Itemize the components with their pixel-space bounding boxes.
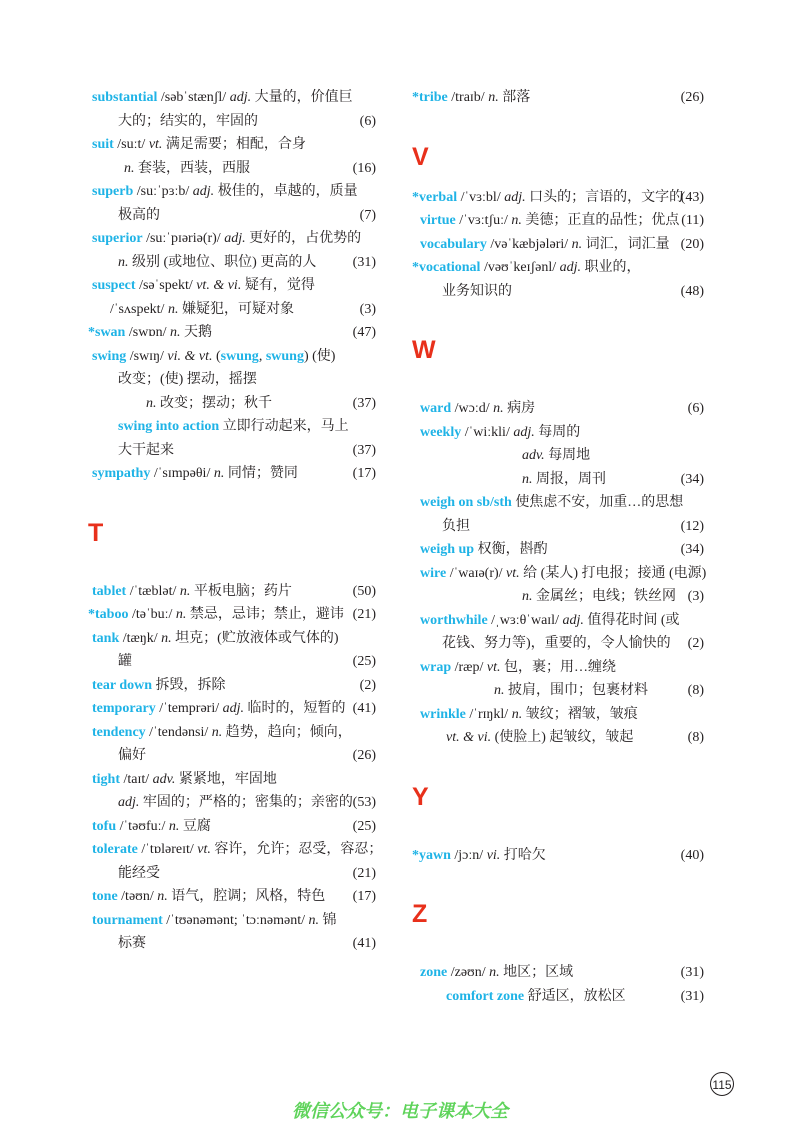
headword: superb [92,184,134,199]
part-of-speech: adj. [504,189,526,205]
phonetic: /ˈrɪŋkl/ [465,706,512,722]
unit-reference: (20) [680,236,704,252]
glossary-continuation [88,110,376,134]
glossary-entry [88,815,376,839]
unit-reference: (31) [680,965,704,980]
part-of-speech: n. [571,236,583,252]
glossary-continuation [88,392,376,416]
definition: 趋势，趋向；倾向， [222,724,352,740]
part-of-speech: adj. [559,260,582,275]
unit-reference: (41) [352,936,376,951]
glossary-continuation [88,791,376,815]
definition: 罐 [118,654,132,669]
section-letter: V [412,142,429,171]
definition: 值得花时间 (或 [583,612,680,628]
headword: weigh up [420,542,475,557]
phonetic: /ˈtendənsi/ [145,724,212,740]
spacer [412,110,704,128]
phonetic: /təʊn/ [117,889,158,904]
definition: ( [212,348,221,364]
part-of-speech: n. [118,254,129,270]
definition: 级别 (或地位、职位) 更高的人 [128,254,317,270]
glossary-entry [88,627,376,651]
phonetic: /səˈspekt/ [135,278,197,293]
definition: 舒适区，放松区 [524,988,626,1004]
headword-form: swung [220,348,259,364]
glossary-entry [88,133,376,157]
glossary-continuation [412,679,704,703]
unit-reference: (8) [687,730,704,745]
definition: 豆腐 [179,818,211,834]
definition: 语气，腔调；风格，特色 [167,889,326,904]
unit-reference: (31) [352,254,376,270]
part-of-speech: adv. [522,448,545,463]
phonetic: /təˈbuː/ [128,607,176,622]
part-of-speech: adj. [562,612,584,628]
glossary-entry [412,538,704,562]
definition: 牢固的；严格的；密集的；亲密的 [139,795,353,810]
headword: ward [420,401,452,416]
definition: 花钱、努力等)，重要的，令人愉快的 [442,636,671,651]
phonetic: /suːˈpɪəriə(r)/ [142,231,225,246]
phonetic: /ˈwaɪə(r)/ [446,565,507,581]
unit-reference: (3) [359,301,376,317]
glossary-continuation [412,985,704,1009]
phonetic: /səbˈstænʃl/ [157,90,230,105]
glossary-entry [412,703,704,727]
headword: tofu [92,818,117,834]
definition: 极佳的，卓越的，质量 [214,184,358,199]
part-of-speech: adv. [152,771,176,787]
unit-reference: (34) [680,471,704,487]
phonetic: /tæŋk/ [119,630,162,646]
headword: virtue [420,213,456,228]
glossary-entry [412,844,704,868]
phonetic: /ˈtʊənəmənt; ˈtɔːnəmənt/ [162,912,309,928]
glossary-entry [88,697,376,721]
spacer [412,867,704,885]
part-of-speech: vt. & vi. [446,730,492,745]
glossary-entry [88,227,376,251]
definition: 披肩，围巾；包裹材料 [504,683,648,698]
part-of-speech: adj. [192,184,215,199]
part-of-speech: n. [167,301,179,317]
spacer [412,826,704,844]
phonetic: /ˈvɜːtʃuː/ [455,213,512,228]
headword: *vocational [412,260,481,275]
part-of-speech: adj. [229,90,252,105]
definition: 疑有，觉得 [241,278,315,293]
glossary-continuation [88,157,376,181]
glossary-continuation [412,280,704,304]
unit-reference: (31) [680,988,704,1004]
definition: 业务知识的 [442,283,512,299]
unit-reference: (6) [359,113,376,129]
definition: 改变；(使) 摆动，摇摆 [118,372,257,387]
definition: 美德；正直的品性；优点 [521,213,680,228]
headword: tournament [92,912,163,928]
definition: 病房 [503,401,536,416]
glossary-entry [88,603,376,627]
section-letter: Y [412,782,429,811]
separator: , [258,348,266,364]
headword-form: swung [265,348,304,364]
unit-reference: (48) [680,283,704,299]
definition: 锦 [318,912,337,928]
phonetic: /ˈwiːkli/ [461,424,514,440]
part-of-speech: n. [493,401,504,416]
phonetic: /ˈtɒləreɪt/ [137,842,198,857]
definition: 坦克；(贮放液体或气体的) [171,630,339,646]
glossary-entry [412,256,704,280]
glossary-continuation [88,650,376,674]
headword: tendency [92,724,146,740]
spacer [412,303,704,321]
glossary-entry [412,961,704,985]
part-of-speech: n. [161,630,172,646]
definition: 立即行动起来，马上 [219,419,349,434]
headword: swing into action [118,419,220,434]
headword: substantial [92,90,158,105]
phonetic: /wɔːd/ [451,401,494,416]
glossary-entry [88,674,376,698]
phonetic: /vəˈkæbjələri/ [486,236,572,252]
glossary-entry [412,209,704,233]
definition: 偏好 [118,748,146,763]
definition: 皱纹；褶皱，皱痕 [522,706,638,722]
headword: tight [92,771,120,787]
definition: 平板电脑；药片 [190,583,292,599]
glossary-entry [88,909,376,933]
part-of-speech: n. [179,583,191,599]
unit-reference: (25) [352,818,376,834]
headword: vocabulary [420,236,487,252]
headword: *yawn [412,847,451,863]
part-of-speech: vi. & vt. [167,348,213,364]
headword: temporary [92,701,156,716]
unit-reference: (16) [352,160,376,176]
part-of-speech: n. [170,325,181,340]
phonetic: /ˈsɪmpəθi/ [150,466,214,481]
phonetic: /traɪb/ [447,90,489,105]
part-of-speech: n. [211,724,223,740]
part-of-speech: vi. [486,847,501,863]
headword: sympathy [92,466,151,481]
glossary-continuation [88,251,376,275]
part-of-speech: adj. [118,795,140,810]
definition: 大量的，价值巨 [251,90,353,105]
phonetic: /ˈsʌspekt/ [110,301,168,317]
glossary-entry [88,180,376,204]
headword: *swan [88,325,126,340]
definition: 地区；区域 [499,965,574,980]
part-of-speech: vt. [197,842,211,857]
definition: 每周地 [544,448,591,463]
part-of-speech: n. [522,589,533,604]
definition: 更好的，占优势的 [245,231,362,246]
definition: 职业的， [581,260,641,275]
phonetic: /taɪt/ [120,771,153,787]
unit-reference: (7) [359,207,376,223]
unit-reference: (8) [687,683,704,698]
glossary-continuation [412,585,704,609]
definition: 临时的，短暂的 [244,701,346,716]
part-of-speech: n. [124,160,135,176]
headword: *verbal [412,189,458,205]
left-column [88,86,383,956]
definition: 周报，周刊 [532,471,606,487]
headword: tone [92,889,118,904]
definition: 大干起来 [118,442,174,458]
part-of-speech: n. [157,889,168,904]
headword: weekly [420,424,462,440]
part-of-speech: vt. [148,137,163,152]
unit-reference: (2) [687,636,704,651]
phonetic: /ˈvɜːbl/ [457,189,505,205]
headword: suspect [92,278,136,293]
glossary-entry [412,656,704,680]
headword: tolerate [92,842,138,857]
glossary-continuation [88,368,376,392]
unit-reference: (41) [352,701,376,716]
unit-reference: (37) [352,442,376,458]
definition: 词汇，词汇量 [582,236,670,252]
definition: 口头的；言语的，文字的 [525,189,684,205]
headword: wire [420,565,447,581]
definition: 天鹅 [180,325,213,340]
part-of-speech: vt. [506,565,520,581]
section-letter: Z [412,900,428,928]
part-of-speech: n. [213,466,225,481]
glossary-entry [88,721,376,745]
spacer [412,943,704,961]
unit-reference: (3) [687,589,704,604]
part-of-speech: n. [488,90,499,105]
headword: *taboo [88,607,129,622]
part-of-speech: n. [489,965,500,980]
phonetic: /ˌwɜːθˈwaɪl/ [487,612,563,628]
glossary-continuation [88,932,376,956]
headword: suit [92,137,114,152]
glossary-continuation [412,444,704,468]
spacer [412,379,704,397]
definition: 包，裹；用…缠绕 [500,659,617,675]
part-of-speech: n. [494,683,505,698]
glossary-entry [412,609,704,633]
glossary-continuation [412,632,704,656]
glossary-entry [412,562,707,586]
definition: 金属丝；电线；铁丝网 [532,589,676,604]
definition: 部落 [498,90,531,105]
glossary-continuation [412,515,704,539]
headword: zone [420,965,448,980]
part-of-speech: vt. [486,659,501,675]
glossary-continuation [412,468,704,492]
unit-reference: (6) [687,401,704,416]
headword: weigh on sb/sth [420,495,512,510]
unit-reference: (17) [352,889,376,904]
section-letter: T [88,518,104,547]
footer-watermark: 微信公众号：电子课本大全 [292,1101,508,1122]
part-of-speech: adj. [513,424,535,440]
part-of-speech: n. [175,607,187,622]
phonetic: /ˈtemprəri/ [155,701,223,716]
glossary-entry [412,421,704,445]
part-of-speech: n. [522,471,533,487]
glossary-entry [88,580,376,604]
unit-reference: (2) [359,677,376,693]
part-of-speech: vt. & vi. [196,278,242,293]
headword: wrinkle [420,706,466,722]
part-of-speech: n. [168,818,180,834]
definition: 使焦虑不安，加重…的思想 [515,495,684,510]
part-of-speech: n. [146,395,157,411]
glossary-continuation [88,298,376,322]
definition: 改变；摆动；秋千 [156,395,272,411]
headword: *tribe [412,90,448,105]
headword: worthwhile [420,612,488,628]
unit-reference: (53) [352,795,376,810]
spacer [412,750,704,768]
phonetic: /suːˈpɜːb/ [133,184,193,199]
unit-reference: (26) [680,90,704,105]
part-of-speech: n. [308,912,319,928]
spacer [88,486,376,504]
definition: 权衡，斟酌 [477,542,548,557]
section-letter: W [412,336,436,364]
definition: 容许，允许；忍受，容忍； [210,842,383,857]
definition: 紧紧地，牢固地 [175,771,277,787]
definition: 套装，西装，西服 [134,160,250,176]
phonetic: /ræp/ [451,659,487,675]
glossary-continuation [88,744,376,768]
glossary-entry [412,186,704,210]
definition: 给 (某人) 打电报；接通 (电源) [519,565,707,581]
definition: (使脸上) 起皱纹，皱起 [491,730,634,745]
unit-reference: (21) [352,865,376,881]
glossary-continuation [88,415,376,439]
unit-reference: (40) [680,847,704,863]
glossary-entry [88,274,376,298]
phonetic: /swɪŋ/ [126,348,168,364]
headword: wrap [420,659,452,675]
glossary-entry [88,768,376,792]
right-column [412,86,707,1008]
page-number: 115 [710,1072,734,1096]
headword: tablet [92,583,127,599]
glossary-entry [88,838,383,862]
part-of-speech: adj. [224,231,246,246]
definition: 嫌疑犯，可疑对象 [178,301,294,317]
headword: tear down [92,677,153,693]
headword: tank [92,630,120,646]
unit-reference: (25) [352,654,376,669]
part-of-speech: adj. [222,701,245,716]
glossary-continuation [88,862,376,886]
definition: 每周的 [534,424,581,440]
glossary-entry [412,86,704,110]
definition: 同情；赞同 [224,466,298,481]
unit-reference: (47) [352,325,376,340]
definition: 拆毁，拆除 [155,677,226,693]
unit-reference: (37) [352,395,376,411]
definition: 极高的 [118,207,160,223]
definition: ) (使) [303,348,336,364]
glossary-entry [88,86,376,110]
part-of-speech: n. [511,706,523,722]
unit-reference: (11) [681,213,704,228]
phonetic: /zəʊn/ [447,965,490,980]
definition: 负担 [442,518,470,534]
glossary-entry [88,885,376,909]
definition: 大的；结实的，牢固的 [118,113,258,129]
phonetic: /ˈtæblət/ [126,583,180,599]
phonetic: /suːt/ [113,137,149,152]
definition: 标赛 [118,936,146,951]
definition: 能经受 [118,865,160,881]
phonetic: /vəʊˈkeɪʃənl/ [480,260,560,275]
definition: 满足需要；相配，合身 [162,137,306,152]
unit-reference: (50) [352,583,376,599]
glossary-entry [88,321,376,345]
unit-reference: (34) [680,542,704,557]
glossary-entry [88,345,376,369]
unit-reference: (12) [680,518,704,534]
unit-reference: (17) [352,466,376,481]
phonetic: /swɒn/ [125,325,171,340]
glossary-continuation [412,726,704,750]
headword: superior [92,231,143,246]
definition: 禁忌，忌讳；禁止，避讳 [186,607,344,622]
glossary-entry [412,397,704,421]
glossary-entry [88,462,376,486]
unit-reference: (21) [352,607,376,622]
phonetic: /jɔːn/ [450,847,487,863]
glossary-entry [412,491,704,515]
part-of-speech: n. [511,213,522,228]
unit-reference: (26) [352,748,376,763]
definition: 打哈欠 [500,847,546,863]
glossary-continuation [88,439,376,463]
glossary-entry [412,233,704,257]
spacer [88,562,376,580]
unit-reference: (43) [680,189,704,205]
glossary-continuation [88,204,376,228]
phonetic: /ˈtəʊfuː/ [116,818,169,834]
headword: swing [92,348,127,364]
headword: comfort zone [446,988,525,1004]
